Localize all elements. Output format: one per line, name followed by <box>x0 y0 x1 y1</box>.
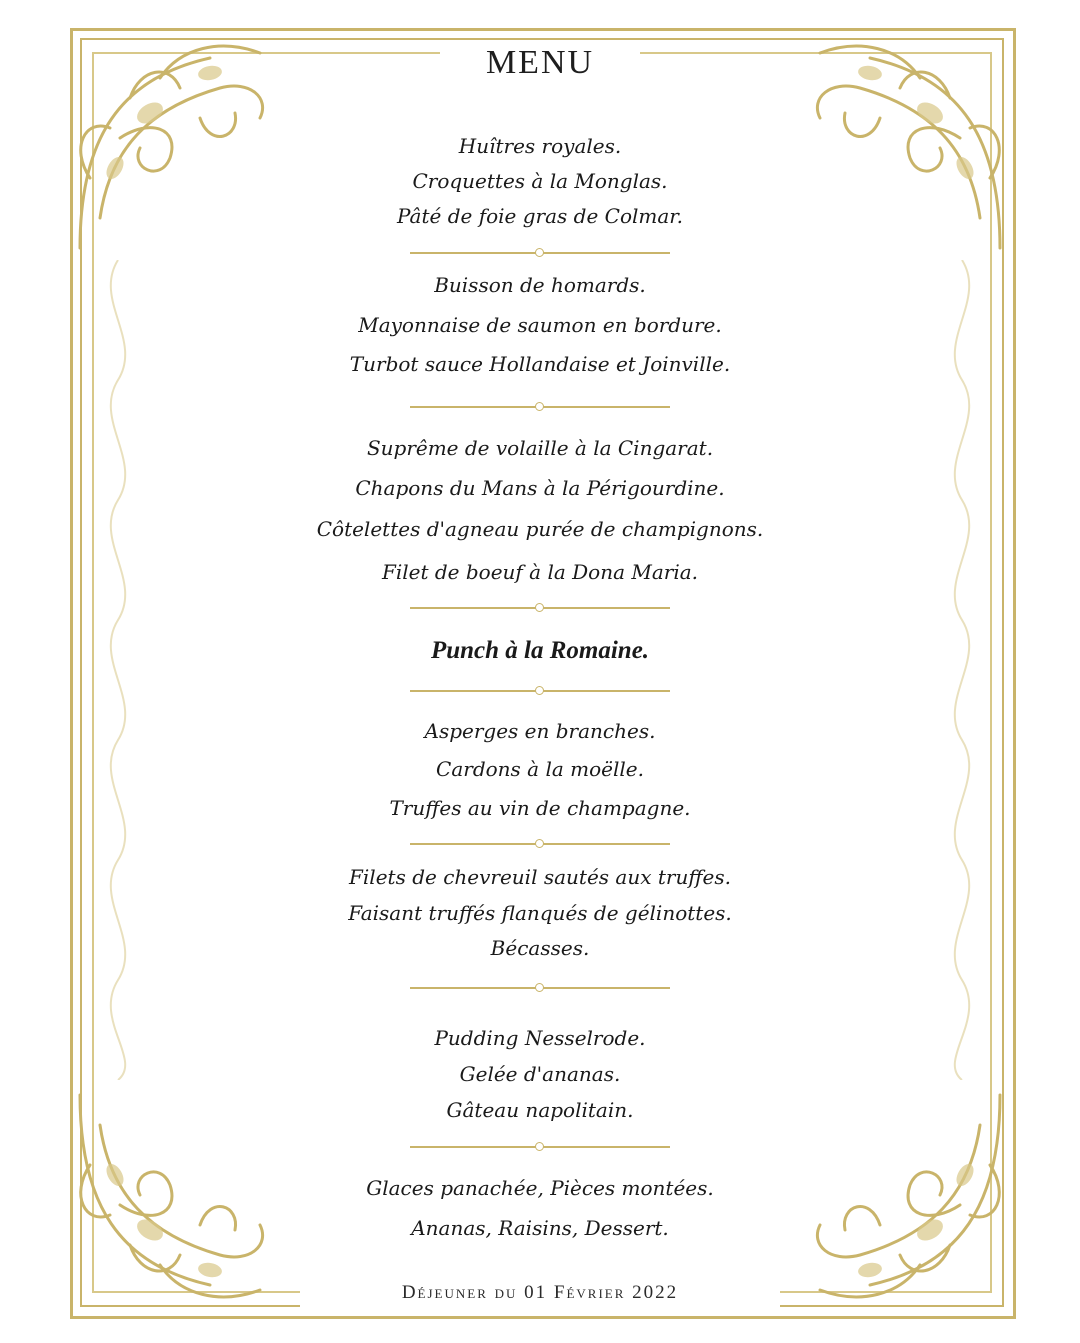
section-divider <box>410 839 670 849</box>
section-divider <box>410 603 670 613</box>
menu-item: Cardons à la moëlle. <box>436 757 644 781</box>
menu-item: Chapons du Mans à la Périgourdine. <box>355 476 725 500</box>
menu-item: Asperges en branches. <box>424 719 656 743</box>
menu-item: Suprême de volaille à la Cingarat. <box>366 436 714 460</box>
menu-title: MENU <box>440 42 640 84</box>
menu-item: Pudding Nesselrode. <box>434 1026 646 1050</box>
menu-item: Truffes au vin de champagne. <box>389 796 691 820</box>
menu-item-featured: Punch à la Romaine. <box>430 637 650 664</box>
left-vine-ornament <box>88 260 148 1080</box>
right-vine-ornament <box>932 260 992 1080</box>
menu-item: Filet de boeuf à la Dona Maria. <box>381 560 699 584</box>
section-divider <box>410 1142 670 1152</box>
section-divider <box>410 983 670 993</box>
menu-item: Ananas, Raisins, Dessert. <box>411 1216 669 1240</box>
menu-item: Mayonnaise de saumon en bordure. <box>358 313 722 337</box>
menu-item: Croquettes à la Monglas. <box>412 169 668 193</box>
menu-item: Bécasses. <box>490 936 590 960</box>
menu-item: Pâté de foie gras de Colmar. <box>397 204 683 228</box>
menu-item: Huîtres royales. <box>458 134 622 158</box>
section-divider <box>410 686 670 696</box>
menu-item: Filets de chevreuil sautés aux truffes. <box>349 865 731 889</box>
menu-item: Gelée d'ananas. <box>459 1062 621 1086</box>
section-divider <box>410 402 670 412</box>
menu-item: Gâteau napolitain. <box>446 1098 634 1122</box>
menu-item: Faisant truffés flanqués de gélinottes. <box>348 901 732 925</box>
menu-item: Turbot sauce Hollandaise et Joinville. <box>349 352 731 376</box>
footer-date: Déjeuner du 01 Février 2022 <box>300 1276 780 1310</box>
menu-item: Glaces panachée, Pièces montées. <box>366 1176 714 1200</box>
menu-item: Côtelettes d'agneau purée de champignons. <box>316 517 764 541</box>
menu-item: Buisson de homards. <box>434 273 646 297</box>
section-divider <box>410 248 670 258</box>
